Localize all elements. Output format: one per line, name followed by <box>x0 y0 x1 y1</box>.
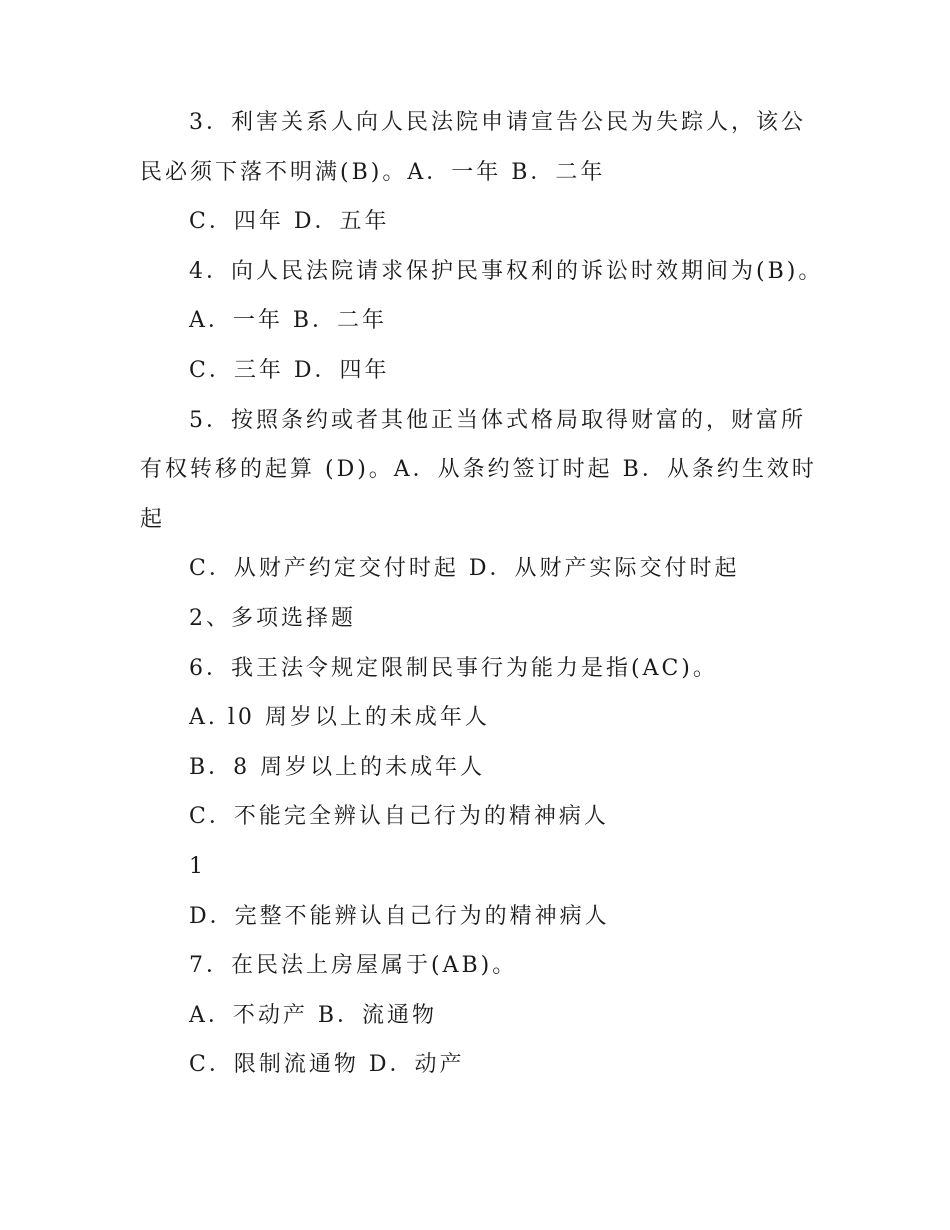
page-number: 1 <box>189 853 206 879</box>
text-line-q6-option-c: C．不能完全辨认自己行为的精神病人 <box>189 804 609 830</box>
text-line-q5-part2: 有权转移的起算 (D)。A．从条约签订时起 B．从条约生效时 <box>140 457 817 483</box>
text-line-q4-options-ab: A．一年 B．二年 <box>189 308 388 334</box>
text-line-q4-options-cd: C．三年 D．四年 <box>189 357 390 383</box>
text-line-q7: 7．在民法上房屋属于(AB)。 <box>189 953 518 979</box>
section-heading-multiple-choice: 2、多项选择题 <box>189 605 356 631</box>
text-line-q7-options-cd: C．限制流通物 D．动产 <box>189 1052 465 1078</box>
text-line-q5-part3: 起 <box>140 506 166 532</box>
text-line-q6-option-a: A. l0 周岁以上的未成年人 <box>189 705 490 731</box>
text-line-q4: 4．向人民法院请求保护民事权利的诉讼时效期间为(B)。 <box>189 258 824 284</box>
text-line-q3-part2: 民必须下落不明满(B)。A．一年 B．二年 <box>140 159 606 185</box>
document-body <box>140 98 824 1090</box>
text-line-q6: 6．我王法令规定限制民事行为能力是指(AC)。 <box>189 655 718 681</box>
text-line-q3-part1: 3．利害关系人向人民法院申请宣告公民为失踪人，该公 <box>189 110 806 135</box>
text-line-q5-part1: 5．按照条约或者其他正当体式格局取得财富的，财富所 <box>189 407 806 433</box>
text-line-q3-options-cd: C．四年 D．五年 <box>189 209 390 235</box>
text-line-q6-option-b: B．8 周岁以上的未成年人 <box>189 754 486 780</box>
text-line-q5-options-cd: C．从财产约定交付时起 D．从财产实际交付时起 <box>189 556 740 582</box>
text-line-q6-option-d: D．完整不能辨认自己行为的精神病人 <box>189 903 610 929</box>
text-line-q7-options-ab: A．不动产 B．流通物 <box>189 1002 438 1028</box>
